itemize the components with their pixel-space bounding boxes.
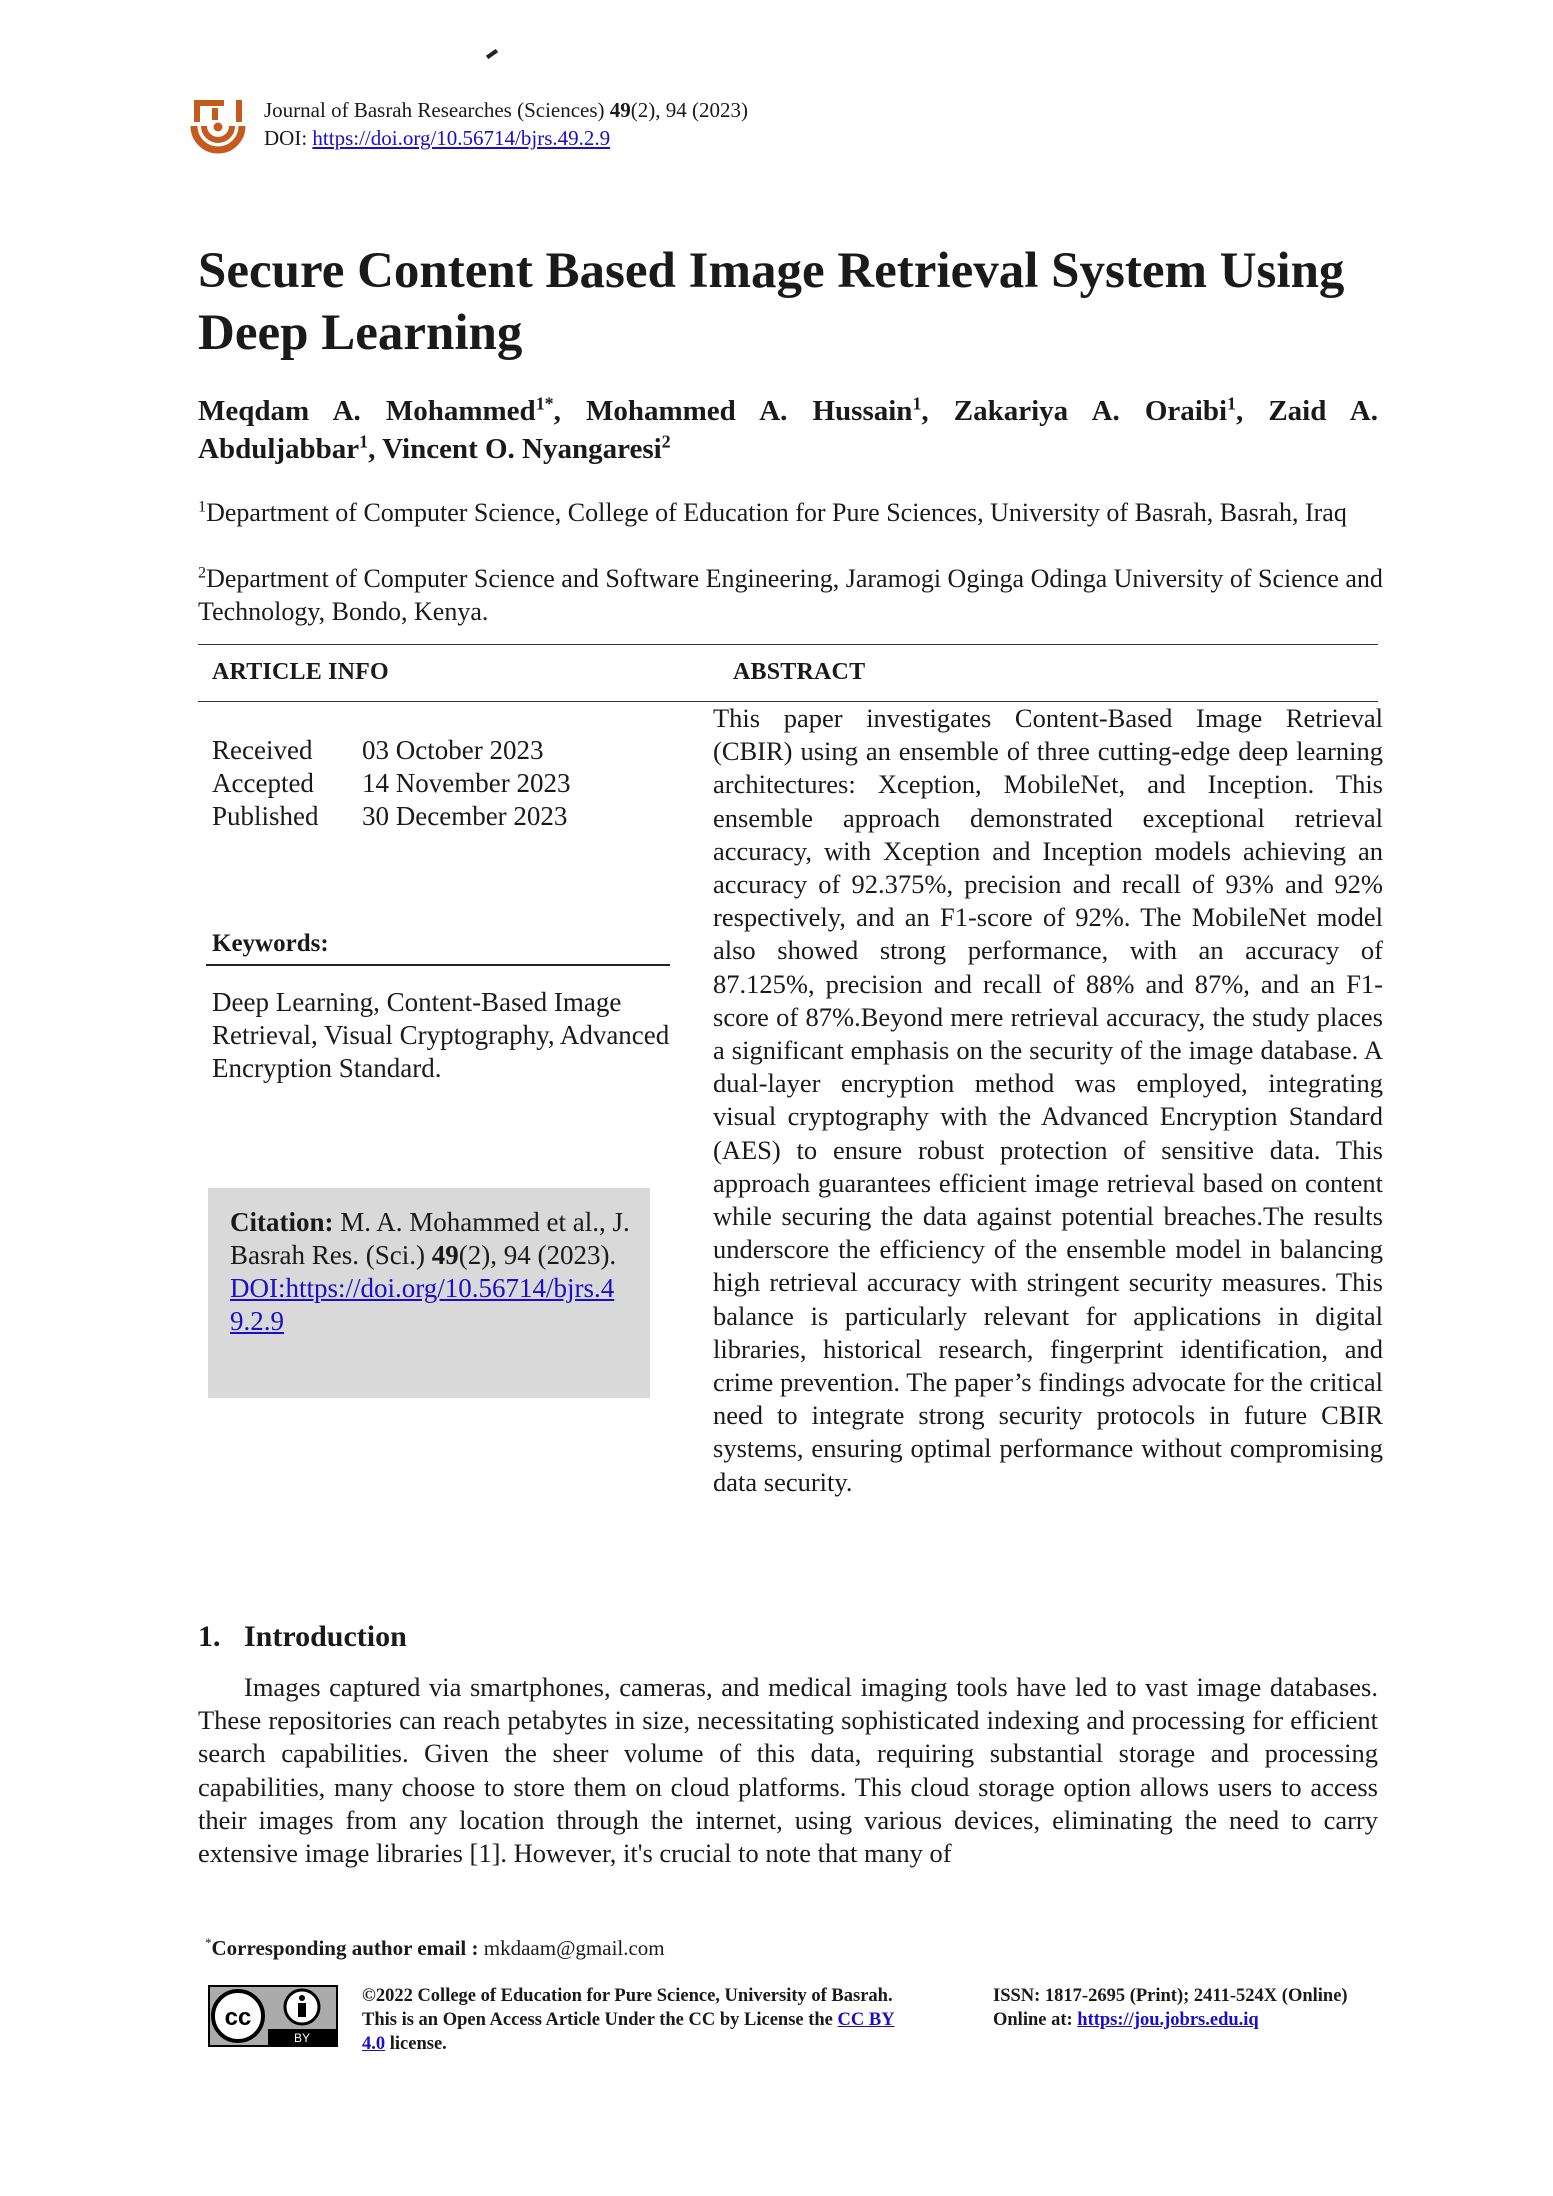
author-l1-0: Meqdam A. Mohammed$^{1*}$, (198, 393, 586, 427)
accepted-row: Accepted 14 November 2023 (212, 768, 571, 798)
issn-block: ISSN: 1817-2695 (Print); 2411-524X (Online) Online at: https://jou.jobrs.edu.iq (993, 1986, 1348, 2030)
author-l2-1: Vincent O. Nyangaresi$^2$ (382, 431, 671, 465)
journal-logo-icon (190, 96, 250, 154)
article-info-heading: ARTICLE INFO (212, 659, 389, 685)
journal-website-link[interactable]: https://jou.jobrs.edu.iq (1077, 2010, 1259, 2030)
svg-text:cc: cc (224, 2004, 252, 2031)
author-list-line-2 (198, 430, 1378, 468)
section-heading-introduction: 1. Introduction (198, 1620, 407, 1653)
received-row: Received 03 October 2023 (212, 735, 544, 765)
affiliation-2: $^2$Department of Computer Science and Software Engineering, Jaramogi Oginga Odinga University of Science and Technology, Bondo, Kenya. (198, 564, 1383, 626)
author-l2-0: Abduljabbar$^1$, (198, 431, 383, 465)
author-l1-2: Zakariya A. Oraibi$^1$, (953, 393, 1269, 427)
svg-text:BY: BY (293, 2031, 311, 2045)
author-l1-1: Mohammed A. Hussain$^1$, (585, 393, 954, 427)
creative-commons-by-icon (208, 1985, 338, 2047)
author-l1-3: Zaid A. (1268, 395, 1378, 427)
divider-top (198, 644, 1378, 645)
citation-doi-link[interactable]: DOI:https://doi.org/10.56714/bjrs.49.2.9 (230, 1273, 615, 1336)
published-row: Published 30 December 2023 (212, 801, 568, 831)
abstract-text: This paper investigates Content-Based Image Retrieval (CBIR) using an ensemble of three cutting-edge deep learning architectures: Xception, MobileNet, and Inception. This ensemble approach demonstrated exceptional retrieval accuracy, with Xception and Inception models achieving an accuracy of 92.375%, precision and recall of 93% and 92% respectively, and an F1-score of 92%. The MobileNet model also showed strong performance, with an accuracy of 87.125%, precision and recall of 88% and 87%, and an F1-score of 87%.Beyond mere retrieval accuracy, the study places a significant emphasis on the security of the image database. A dual-layer encryption method was employed, integrating visual cryptography with the Advanced Encryption Standard (AES) to ensure robust protection of sensitive data. This approach guarantees efficient image retrieval based on content while securing the data against potential breaches.The results underscore the efficiency of the ensemble model in balancing high retrieval accuracy with stringent security measures. This balance is particularly relevant for applications in digital libraries, historical research, fingerprint identification, and crime prevention. The paper’s findings advocate for the critical need to integrate strong security protocols in future CBIR systems, ensuring optimal performance without compromising data security. (713, 703, 1383, 1497)
paper-title: Secure Content Based Image Retrieval System Using Deep Learning (198, 243, 1345, 361)
citation-box: Citation: M. A. Mohammed et al., J. Basrah Res. (Sci.) 49(2), 94 (2023). DOI:https://doi.org/10.56714/bjrs.49.2.9 (208, 1188, 650, 1398)
journal-citation-line: Journal of Basrah Researches (Sciences) 49(2), 94 (2023) (264, 98, 749, 122)
author-list-line-1 (198, 392, 1378, 430)
stray-mark (486, 49, 498, 59)
introduction-text: Images captured via smartphones, cameras, and medical imaging tools have led to vast image databases. These repositories can reach petabytes in size, necessitating sophisticated indexing and processing for efficient search capabilities. Given the sheer volume of this data, requiring substantial storage and processing capabilities, many choose to store them on cloud platforms. This cloud storage option allows users to access their images from any location through the internet, using various devices, eliminating the need to carry extensive image libraries [1]. However, it's crucial to note that many of (198, 1672, 1378, 1869)
keywords-heading: Keywords: (212, 930, 329, 957)
license-link[interactable]: CC BY 4.0 (362, 2010, 895, 2054)
article-dates (212, 734, 570, 833)
keywords-text: Deep Learning, Content-Based Image Retrieval, Visual Cryptography, Advanced Encryption Standard. (212, 987, 670, 1083)
corresponding-author: *Corresponding author email : mkdaam@gmail.com (205, 1935, 665, 1960)
doi-line: DOI: https://doi.org/10.56714/bjrs.49.2.9 (264, 126, 611, 150)
abstract-heading: ABSTRACT (733, 659, 866, 685)
copyright-notice: ©2022 College of Education for Pure Science, University of Basrah. This is an Open Access Article Under the CC by License the CC BY 4.0 license. (362, 1986, 895, 2054)
affiliation-1: $^1$Department of Computer Science, College of Education for Pure Sciences, University of Basrah, Basrah, Iraq (198, 498, 1347, 527)
keywords-divider (206, 964, 670, 966)
doi-link[interactable]: https://doi.org/10.56714/bjrs.49.2.9 (312, 126, 611, 150)
